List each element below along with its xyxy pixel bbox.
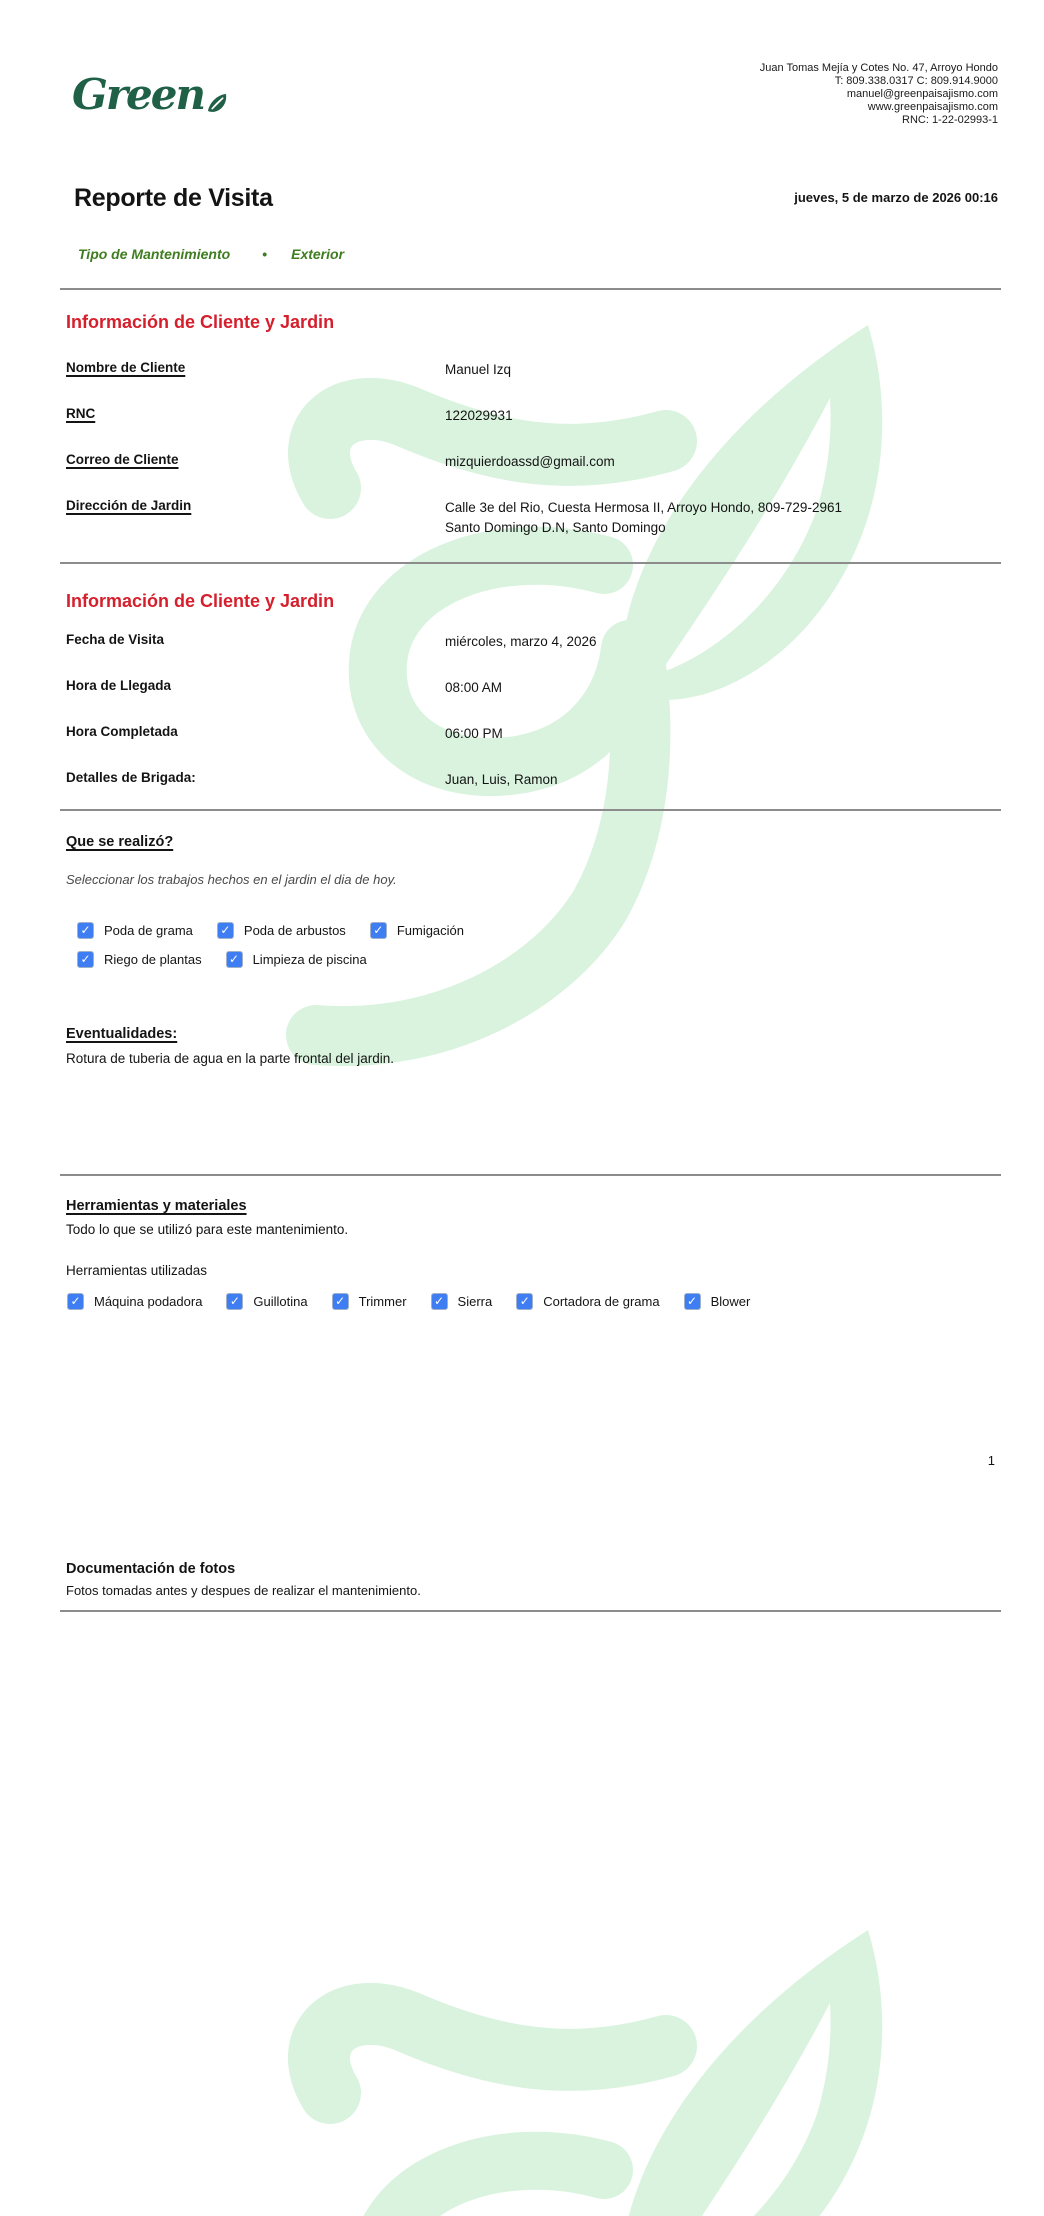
divider — [60, 809, 1001, 811]
checkbox-checked-icon[interactable] — [77, 922, 94, 939]
field-label-correo: Correo de Cliente — [66, 452, 179, 467]
field-value-llegada: 08:00 AM — [445, 680, 503, 695]
work-done-row-1 — [77, 922, 488, 939]
field-value-brigada: Juan, Luis, Ramon — [445, 772, 558, 787]
contact-rnc: RNC: 1-22-02993-1 — [902, 113, 998, 126]
work-item-label: Riego de plantas — [104, 952, 202, 967]
field-value-completada: 06:00 PM — [445, 726, 503, 741]
contact-website: www.greenpaisajismo.com — [867, 100, 998, 113]
tool-item — [332, 1293, 407, 1310]
tools-list-label: Herramientas utilizadas — [66, 1263, 208, 1278]
field-value-nombre: Manuel Izq — [445, 362, 512, 377]
tools-row — [67, 1293, 774, 1310]
work-done-heading: Que se realizó? — [66, 834, 174, 850]
checkbox-checked-icon[interactable] — [217, 922, 234, 939]
tools-subtitle: Todo lo que se utilizó para este mantenimiento. — [66, 1222, 349, 1237]
maintenance-type-value: Exterior — [291, 246, 345, 262]
work-item-label: Fumigación — [396, 923, 465, 938]
tool-item-label: Trimmer — [358, 1294, 407, 1309]
work-item — [77, 951, 202, 968]
page-number: 1 — [987, 1453, 995, 1468]
work-item-label: Poda de arbustos — [243, 923, 346, 938]
field-value-fecha: miércoles, marzo 4, 2026 — [445, 634, 597, 649]
company-contact-block — [760, 62, 998, 127]
logo-leaf-icon — [206, 92, 228, 114]
checkbox-checked-icon[interactable] — [226, 1293, 243, 1310]
maintenance-type-row — [78, 246, 344, 262]
visit-section-heading: Información de Cliente y Jardin — [66, 591, 335, 611]
tool-item-label: Sierra — [457, 1294, 493, 1309]
field-label-llegada: Hora de Llegada — [66, 678, 172, 693]
tool-item-label: Blower — [710, 1294, 751, 1309]
eventualities-heading: Eventualidades: — [66, 1026, 178, 1042]
tools-heading: Herramientas y materiales — [66, 1198, 247, 1214]
field-label-nombre: Nombre de Cliente — [66, 360, 186, 375]
checkbox-checked-icon[interactable] — [516, 1293, 533, 1310]
work-done-row-2 — [77, 951, 391, 968]
page-title: Reporte de Visita — [74, 184, 273, 212]
field-label-rnc: RNC — [66, 406, 96, 421]
tool-item-label: Cortadora de grama — [543, 1294, 660, 1309]
field-label-brigada: Detalles de Brigada: — [66, 770, 196, 785]
tool-item — [67, 1293, 202, 1310]
field-value-correo: mizquierdoassd@gmail.com — [445, 454, 615, 469]
contact-address: Juan Tomas Mejía y Cotes No. 47, Arroyo Hondo — [759, 62, 998, 74]
checkbox-checked-icon[interactable] — [332, 1293, 349, 1310]
tool-item — [226, 1293, 307, 1310]
company-logo — [72, 70, 228, 119]
checkbox-checked-icon[interactable] — [77, 951, 94, 968]
address-line-2: Santo Domingo D.N, Santo Domingo — [445, 520, 666, 535]
report-datetime: jueves, 5 de marzo de 2026 00:16 — [794, 190, 998, 205]
photos-heading: Documentación de fotos — [66, 1561, 236, 1577]
work-item — [226, 951, 367, 968]
work-item-label: Poda de grama — [104, 923, 193, 938]
divider — [60, 562, 1001, 564]
work-item — [217, 922, 346, 939]
logo-wordmark: Green — [72, 70, 204, 119]
divider — [60, 1610, 1001, 1612]
tool-item-label: Máquina podadora — [94, 1294, 203, 1309]
checkbox-checked-icon[interactable] — [226, 951, 243, 968]
work-item-label: Limpieza de piscina — [252, 952, 367, 967]
field-label-fecha: Fecha de Visita — [66, 632, 165, 647]
photos-subtitle: Fotos tomadas antes y despues de realizar el mantenimiento. — [66, 1583, 421, 1598]
contact-phones: T: 809.338.0317 C: 809.914.9000 — [834, 74, 998, 87]
contact-email: manuel@greenpaisajismo.com — [846, 87, 998, 100]
checkbox-checked-icon[interactable] — [370, 922, 387, 939]
field-label-direccion: Dirección de Jardin — [66, 498, 192, 513]
maintenance-type-label: Tipo de Mantenimiento — [78, 246, 231, 262]
divider — [60, 288, 1001, 290]
client-section-heading: Información de Cliente y Jardin — [66, 312, 335, 332]
eventualities-text: Rotura de tuberia de agua en la parte frontal del jardin. — [66, 1051, 394, 1066]
tool-item — [431, 1293, 493, 1310]
checkbox-checked-icon[interactable] — [684, 1293, 701, 1310]
field-value-rnc: 122029931 — [445, 408, 513, 423]
work-done-note: Seleccionar los trabajos hechos en el jardin el dia de hoy. — [66, 872, 397, 887]
work-item — [370, 922, 464, 939]
leaf-watermark — [268, 1928, 892, 2216]
checkbox-checked-icon[interactable] — [431, 1293, 448, 1310]
address-line-1: Calle 3e del Rio, Cuesta Hermosa II, Arroyo Hondo, 809-729-2961 — [445, 500, 842, 515]
tool-item — [684, 1293, 751, 1310]
work-item — [77, 922, 193, 939]
tool-item-label: Guillotina — [253, 1294, 308, 1309]
bullet-separator: • — [262, 246, 268, 262]
checkbox-checked-icon[interactable] — [67, 1293, 84, 1310]
tool-item — [516, 1293, 659, 1310]
field-label-completada: Hora Completada — [66, 724, 178, 739]
field-value-direccion — [445, 498, 842, 538]
divider — [60, 1174, 1001, 1176]
